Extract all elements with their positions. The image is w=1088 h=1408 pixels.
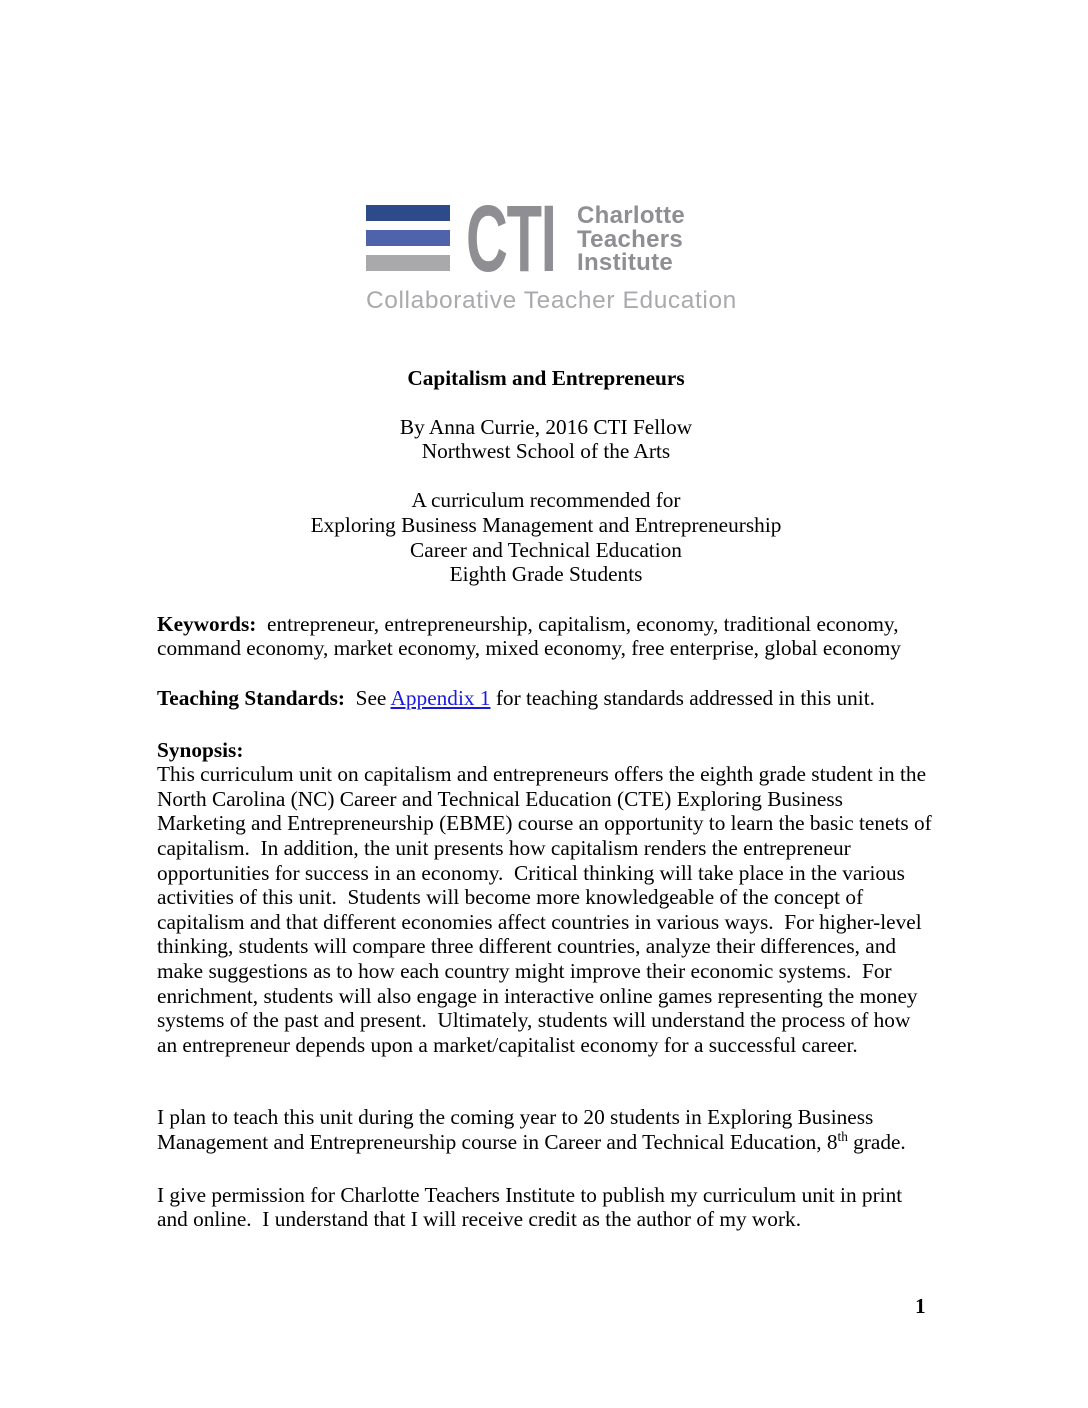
logo-bar-top bbox=[366, 205, 450, 221]
logo-org-name-line2: Teachers bbox=[577, 225, 684, 253]
curriculum-block bbox=[157, 488, 935, 586]
logo-bars-icon bbox=[366, 205, 450, 271]
appendix-1-link[interactable]: Appendix 1 bbox=[390, 686, 491, 711]
ordinal-superscript: th bbox=[837, 1128, 848, 1144]
document-body bbox=[157, 365, 938, 1232]
keywords-text: entrepreneur, entrepreneurship, capitalism, economy, traditional economy, command economy, market economy, mixed economy, free enterprise, global economy bbox=[157, 611, 904, 661]
teaching-plan-post: grade. bbox=[847, 1129, 906, 1154]
cti-logo bbox=[366, 186, 737, 314]
teaching-standards-pre: See bbox=[344, 686, 391, 711]
logo-org-name bbox=[577, 204, 685, 275]
synopsis-paragraph: This curriculum unit on capitalism and entrepreneurs offers the eighth grade student in the North Carolina (NC) Career and Technical Education (CTE) Exploring Business Marketing and Entrepreneurship (EBME) course an opportunity to learn the basic tenets of capitalism. In addition, the unit presents how capitalism renders the entrepreneur opportunities for success in an economy. Critical thinking will take place in the various activities of this unit. Students will become more knowledgeable of the concept of capitalism and that different economies affect countries in various ways. For higher-level thinking, students will compare three different countries, analyze their differences, and make suggestions as to how each country might improve their economic systems. For enrichment, students will also engage in interactive online games representing the money systems of the past and present. Ultimately, students will understand the process of how an entrepreneur depends upon a market/capitalist economy for a successful career. bbox=[157, 762, 938, 1057]
curriculum-line-2: Exploring Business Management and Entrepreneurship bbox=[310, 513, 782, 538]
teaching-standards-label: Teaching Standards: bbox=[157, 686, 345, 711]
curriculum-line-3: Career and Technical Education bbox=[410, 537, 682, 562]
curriculum-line-1: A curriculum recommended for bbox=[411, 488, 681, 513]
logo-bar-middle bbox=[366, 230, 450, 246]
logo-bar-bottom bbox=[366, 255, 450, 271]
teaching-standards-paragraph bbox=[157, 686, 935, 711]
teaching-plan-pre: I plan to teach this unit during the coming year to 20 students in Exploring Business Management and Entrepreneurship course in Career and Technical Education, 8 bbox=[157, 1105, 879, 1154]
keywords-label: Keywords: bbox=[157, 611, 257, 636]
page-title: Capitalism and Entrepreneurs bbox=[407, 365, 685, 390]
curriculum-line-4: Eighth Grade Students bbox=[449, 562, 643, 587]
author-school: Northwest School of the Arts bbox=[421, 439, 671, 464]
page-number: 1 bbox=[915, 1294, 926, 1318]
logo-acronym: CTI bbox=[466, 186, 556, 292]
teaching-standards-post: for teaching standards addressed in this unit. bbox=[490, 686, 875, 711]
logo-tagline: Collaborative Teacher Education bbox=[366, 286, 737, 314]
synopsis-label: Synopsis: bbox=[157, 737, 244, 762]
author-byline: By Anna Currie, 2016 CTI Fellow bbox=[399, 414, 693, 439]
logo-org-name-line3: Institute bbox=[577, 249, 674, 276]
keywords-paragraph bbox=[157, 612, 935, 661]
teaching-plan-paragraph bbox=[157, 1105, 935, 1154]
cti-logo-row bbox=[366, 186, 722, 292]
permission-paragraph: I give permission for Charlotte Teachers Institute to publish my curriculum unit in print and online. I understand that I will receive credit as the author of my work. bbox=[157, 1182, 908, 1232]
logo-org-name-line1: Charlotte bbox=[577, 202, 686, 229]
